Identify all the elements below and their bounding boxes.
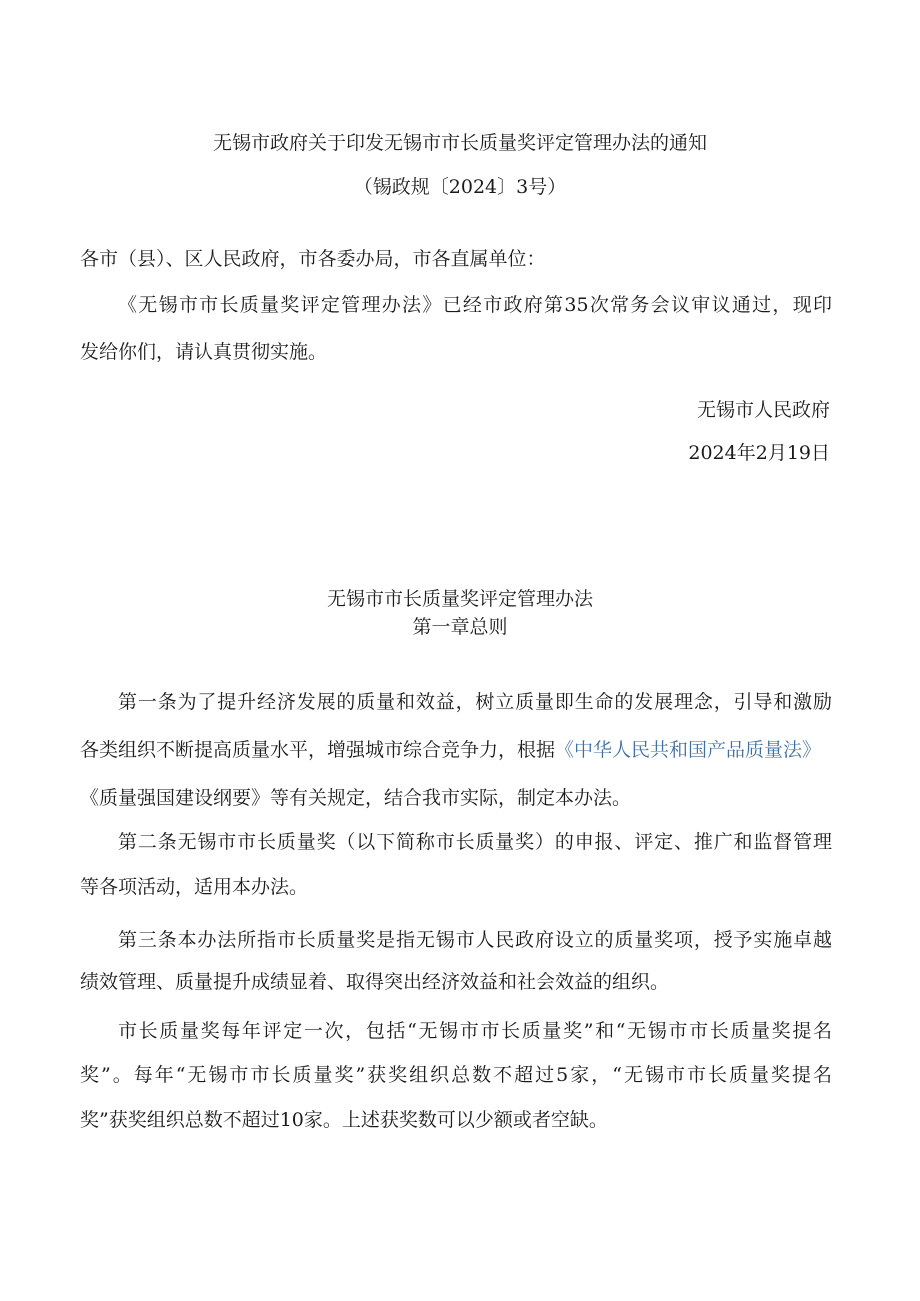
- article-1-text: 各类组织不断提高质量水平，增强城市综合竞争力，根据: [80, 739, 556, 761]
- issue-date: 2024年2月19日: [688, 442, 830, 464]
- chapter-heading: 第一章总则: [412, 616, 508, 638]
- notice-title: 无锡市政府关于印发无锡市市长质量奖评定管理办法的通知: [212, 132, 707, 154]
- notice-body-line: 《无锡市市长质量奖评定管理办法》已经市政府第35次常务会议审议通过，现印: [118, 294, 832, 316]
- article-3-line: 绩效管理、质量提升成绩显着、取得突出经济效益和社会效益的组织。: [80, 971, 670, 993]
- award-paragraph-line: 市长质量奖每年评定一次，包括“无锡市市长质量奖”和“无锡市市长质量奖提名: [118, 1020, 832, 1042]
- article-1-line: 《质量强国建设纲要》等有关规定，结合我市实际，制定本办法。: [80, 787, 632, 809]
- article-2-line: 第二条无锡市市长质量奖（以下简称市长质量奖）的申报、评定、推广和监督管理: [118, 831, 832, 853]
- article-1-line: 第一条为了提升经济发展的质量和效益，树立质量即生命的发展理念，引导和激励: [118, 691, 832, 713]
- document-number: （锡政规〔2024〕3号）: [353, 176, 567, 198]
- addressee-line: 各市（县）、区人民政府，市各委办局，市各直属单位：: [80, 248, 546, 270]
- article-3-line: 第三条本办法所指市长质量奖是指无锡市人民政府设立的质量奖项，授予实施卓越: [118, 929, 832, 951]
- issuer-signature: 无锡市人民政府: [696, 399, 830, 421]
- notice-body-line: 发给你们，请认真贯彻实施。: [80, 341, 328, 363]
- article-1-line: [80, 738, 821, 762]
- award-paragraph-line: 奖”。每年“无锡市市长质量奖”获奖组织总数不超过5家，“无锡市市长质量奖提名: [80, 1064, 832, 1086]
- product-quality-law-link[interactable]: 《中华人民共和国产品质量法》: [555, 739, 822, 761]
- award-paragraph-line: 奖”获奖组织总数不超过10家。上述获奖数可以少额或者空缺。: [80, 1109, 608, 1131]
- measures-title: 无锡市市长质量奖评定管理办法: [326, 588, 593, 610]
- article-2-line: 等各项活动，适用本办法。: [80, 876, 309, 898]
